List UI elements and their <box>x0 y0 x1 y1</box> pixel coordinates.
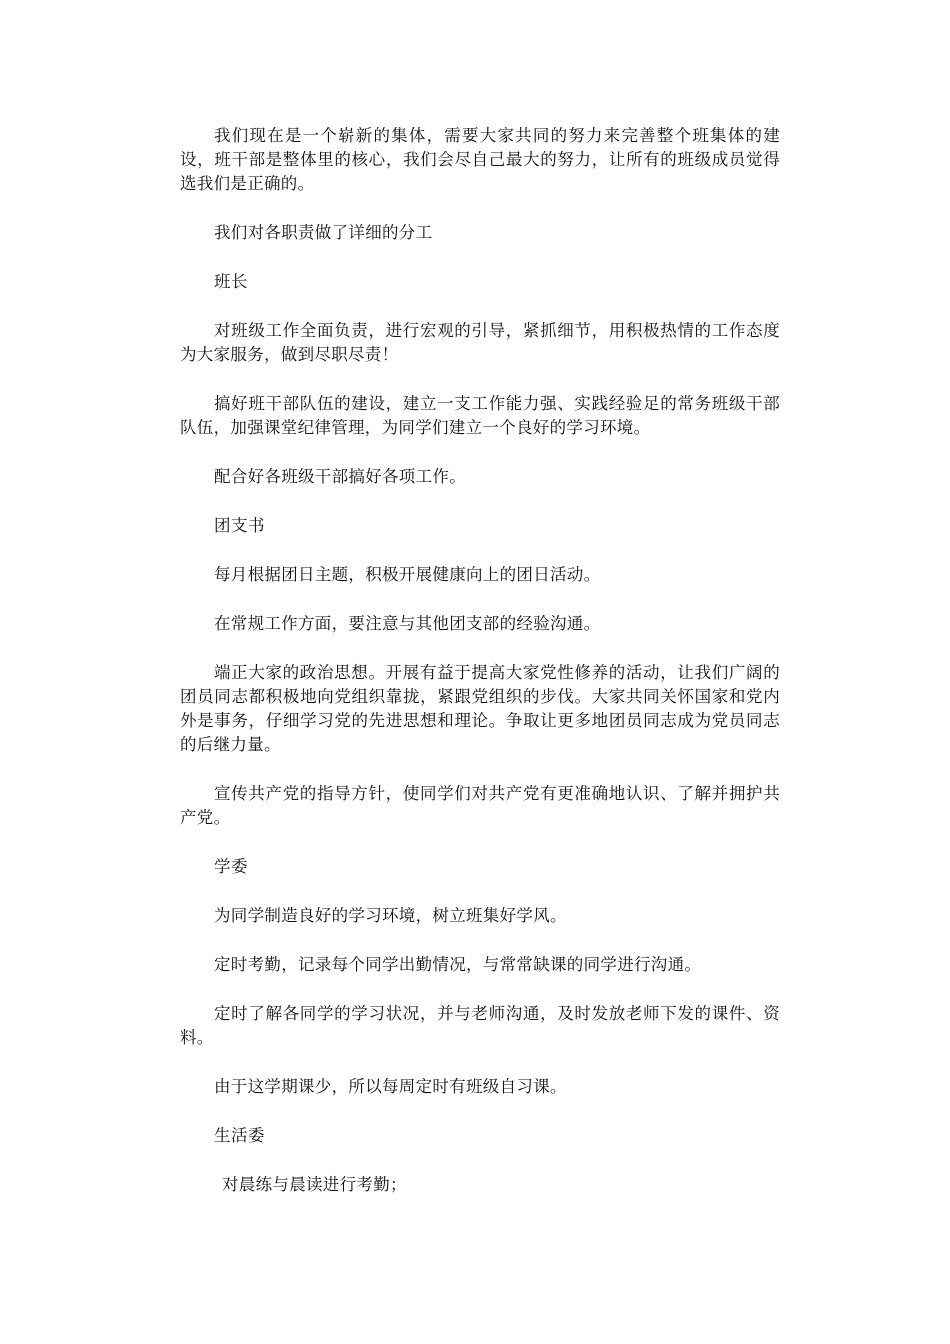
document-body <box>180 124 780 1222</box>
paragraph: 对晨练与晨读进行考勤； <box>222 1175 407 1194</box>
paragraph: 对班级工作全面负责，进行宏观的引导，紧抓细节，用积极热情的工作态度为大家服务，做到尽职尽责！ <box>180 321 780 364</box>
paragraph: 在常规工作方面，要注意与其他团支部的经验沟通。 <box>214 614 601 633</box>
paragraph: 宣传共产党的指导方针，使同学们对共产党有更准确地认识、了解并拥护共产党。 <box>180 784 780 827</box>
section-heading-life-committee: 生活委 <box>214 1126 265 1145</box>
paragraph-intro: 我们现在是一个崭新的集体，需要大家共同的努力来完善整个班集体的建设，班干部是整体里的核心，我们会尽自己最大的努力，让所有的班级成员觉得选我们是正确的。 <box>180 126 780 193</box>
paragraph: 配合好各班级干部搞好各项工作。 <box>214 467 466 486</box>
paragraph: 定时了解各同学的学习状况，并与老师沟通，及时发放老师下发的课件、资料。 <box>180 1004 780 1047</box>
paragraph: 每月根据团日主题，积极开展健康向上的团日活动。 <box>214 565 601 584</box>
paragraph: 端正大家的政治思想。开展有益于提高大家党性修养的活动，让我们广阔的团员同志都积极地向党组织靠拢，紧跟党组织的步伐。大家共同关怀国家和党内外是事务，仔细学习党的先进思想和理论。争取让更多地团员同志成为党员同志的后继力量。 <box>180 663 780 754</box>
paragraph: 为同学制造良好的学习环境，树立班集好学风。 <box>214 906 567 925</box>
paragraph: 由于这学期课少，所以每周定时有班级自习课。 <box>214 1077 567 1096</box>
paragraph-division-of-duties: 我们对各职责做了详细的分工 <box>214 223 433 242</box>
section-heading-monitor: 班长 <box>214 272 248 291</box>
section-heading-league-secretary: 团支书 <box>214 516 265 535</box>
paragraph: 搞好班干部队伍的建设，建立一支工作能力强、实践经验足的常务班级干部队伍，加强课堂纪律管理，为同学们建立一个良好的学习环境。 <box>180 394 780 437</box>
paragraph: 定时考勤，记录每个同学出勤情况，与常常缺课的同学进行沟通。 <box>214 955 702 974</box>
section-heading-study-committee: 学委 <box>214 857 248 876</box>
